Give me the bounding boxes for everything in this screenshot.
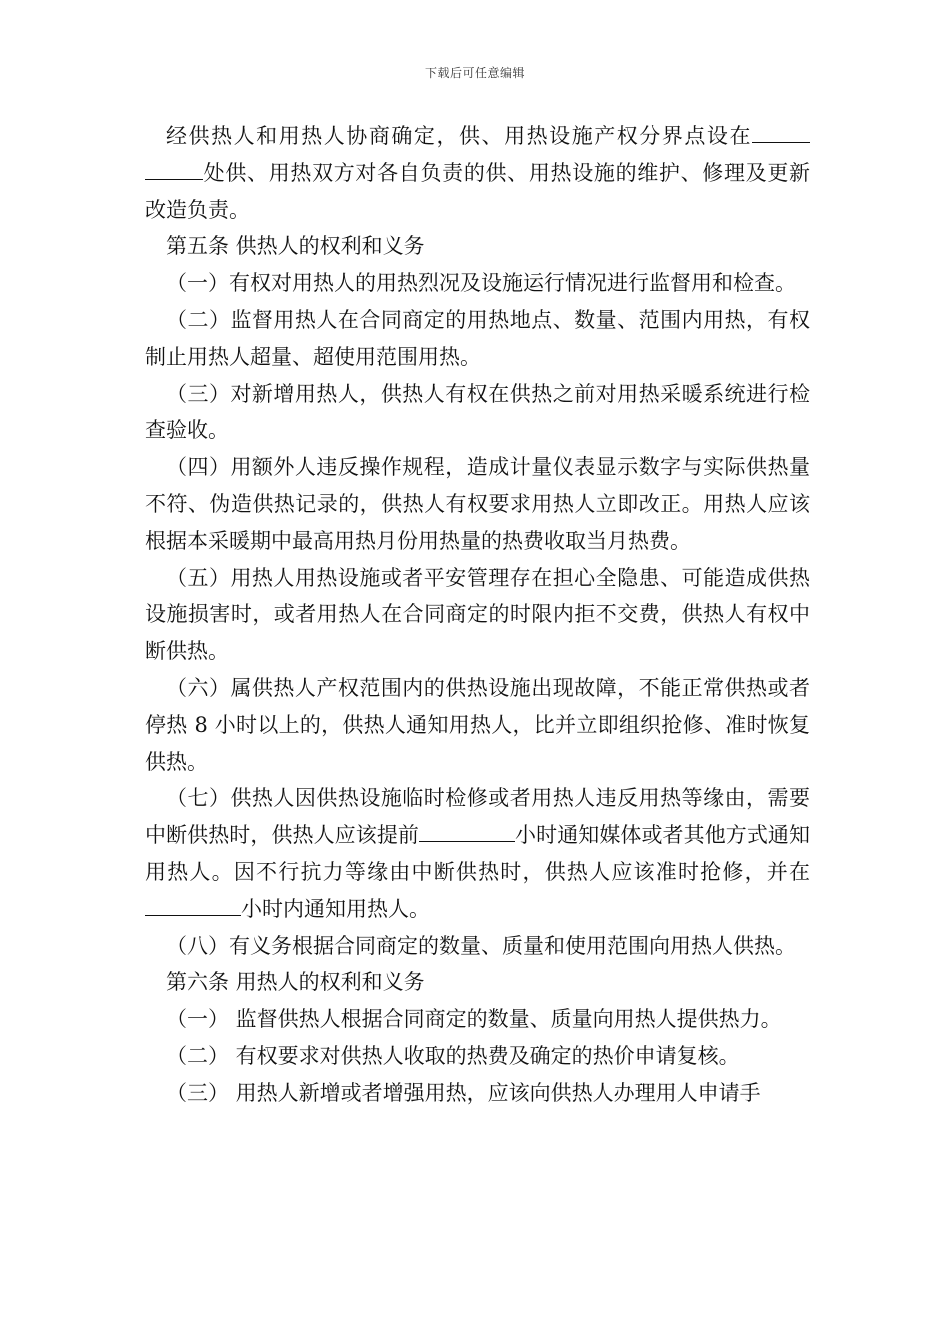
clause-5-7: [145, 780, 810, 927]
clause-6-2: （二） 有权要求对供热人收取的热费及确定的热价申请复核。: [166, 1043, 740, 1068]
clause-5-6: （六）属供热人产权范围内的供热设施出现故障，不能正常供热或者停热 8 小时以上的，供热人通知用热人，比并立即组织抢修、准时恢复供热。: [145, 675, 810, 774]
fill-blank[interactable]: [419, 821, 515, 842]
clause-5-5: （五）用热人用热设施或者平安管理存在担心全隐患、可能造成供热设施损害时，或者用热人在合同商定的时限内拒不交费，供热人有权中断供热。: [145, 565, 810, 664]
clause-5-2: （二）监督用热人在合同商定的用热地点、数量、范围内用热，有权制止用热人超量、超使用范围用热。: [145, 307, 810, 369]
section-heading-article-6: 第六条 用热人的权利和义务: [166, 970, 425, 995]
paragraph-text: 经供热人和用热人协商确定，供、用热设施产权分界点设在: [166, 124, 752, 148]
paragraph-text: （七）供热人因供热设施临时检修或者用热人违反用热等缘由，需要中断供热时，供热人应该提前: [145, 786, 810, 848]
clause-5-1: （一）有权对用热人的用热烈况及设施运行情况进行监督用和检查。: [166, 271, 796, 296]
clause-5-4: （四）用额外人违反操作规程，造成计量仪表显示数字与实际供热量不符、伪造供热记录的，供热人有权要求用热人立即改正。用热人应该根据本采暖期中最高用热月份用热量的热费收取当月热费。: [145, 455, 810, 553]
paragraph-text: 小时通知媒体或者其他方式通知用热人。因不行抗力等缘由中断供热时，供热人应该准时抢修，并在: [145, 823, 811, 884]
clause-6-1: （一） 监督供热人根据合同商定的数量、质量向用热人提供热力。: [166, 1007, 782, 1032]
document-body: [145, 118, 810, 1112]
fill-blank[interactable]: [752, 122, 810, 143]
clause-5-8: （八）有义务根据合同商定的数量、质量和使用范围向用热人供热。: [166, 933, 796, 958]
fill-blank[interactable]: [145, 159, 203, 180]
fill-blank[interactable]: [145, 895, 241, 916]
page-header: 下载后可任意编辑: [424, 66, 525, 80]
paragraph-text: 处供、用热双方对各自负责的供、用热设施的维护、修理及更新改造负责。: [145, 160, 810, 222]
paragraph-text: 小时内通知用热人。: [241, 896, 430, 921]
paragraph-property-boundary: [145, 118, 810, 228]
clause-5-3: （三）对新增用热人，供热人有权在供热之前对用热采暖系统进行检查验收。: [145, 381, 810, 443]
section-heading-article-5: 第五条 供热人的权利和义务: [166, 234, 425, 259]
clause-6-3: （三） 用热人新增或者增强用热，应该向供热人办理用人申请手: [166, 1080, 761, 1105]
